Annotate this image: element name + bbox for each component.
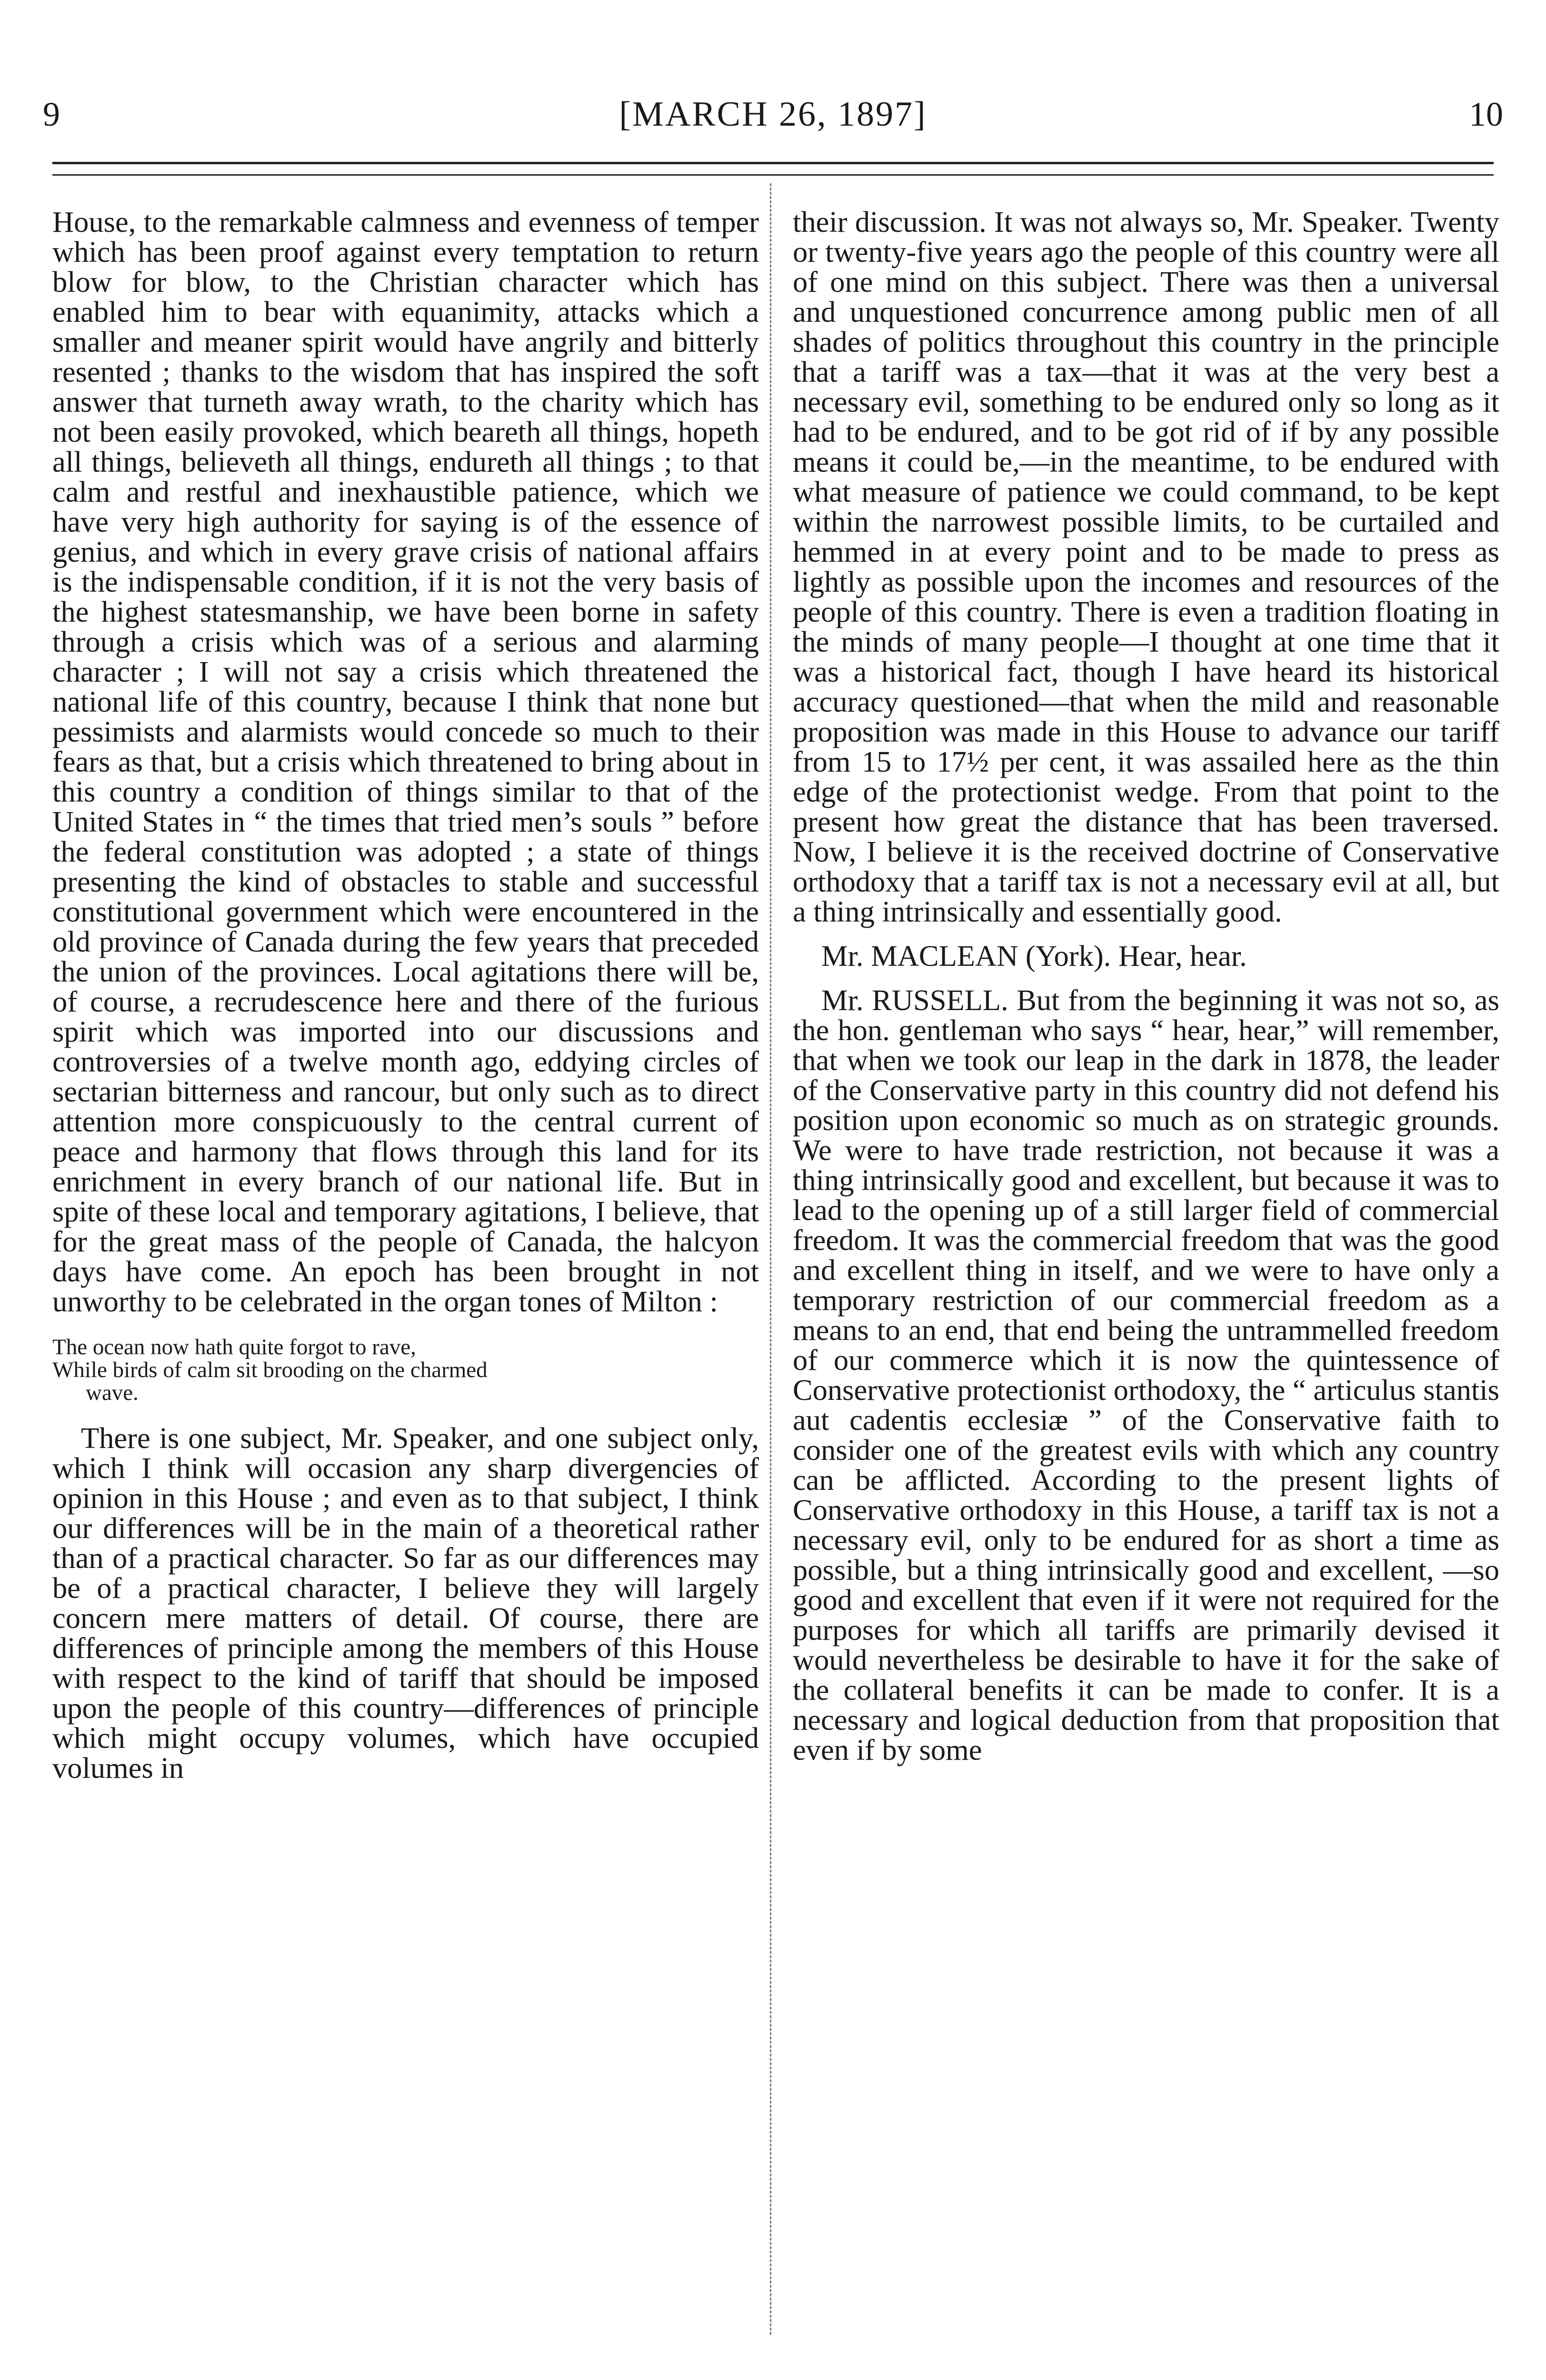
page-header (43, 88, 1503, 140)
page-number-right: 10 (1469, 95, 1503, 133)
paragraph: House, to the remarkable calmness and evenness of temper which has been proof against every temptation to return blow for blow, to the Christian character which has enabled him to bear with equanimity, attacks which a smaller and meaner spirit would have angrily and bitterly resented ; thanks to the wisdom that has inspired the soft answer that turneth away wrath, to the charity which has not been easily provoked, which beareth all things, hopeth all things, believeth all things, endureth all things ; to that calm and restful and inexhaustible patience, which we have very high authority for saying is of the essence of genius, and which in every grave crisis of national affairs is the indispensable condition, if it is not the very basis of the highest statesmanship, we have been borne in safety through a crisis which was of a serious and alarming character ; I will not say a crisis which threatened the national life of this country, because I think that none but pessimists and alarmists would concede so much to their fears as that, but a crisis which threatened to bring about in this country a condition of things similar to that of the United States in “ the times that tried men’s souls ” before the federal constitution was adopted ; a state of things presenting the kind of obstacles to stable and successful constitutional government which were encountered in the old province of Canada during the few years that preceded the union of the provinces. Local agitations there will be, of course, a recrudescence here and there of the furious spirit which was imported into our discussions and controversies of a twelve month ago, eddying circles of sectarian bitterness and rancour, but only such as to direct attention more conspicuously to the central current of peace and harmony that flows through this land for its enrichment in every branch of our national life. But in spite of these local and temporary agitations, I believe, that for the great mass of the people of Canada, the halcyon days have come. An epoch has been brought in not unworthy to be celebrated in the organ tones of Milton : (52, 205, 759, 1318)
header-date: [MARCH 26, 1897] (619, 95, 927, 134)
verse-quotation (52, 1336, 759, 1404)
right-column (793, 207, 1499, 1765)
header-rule (52, 162, 1494, 164)
paragraph: There is one subject, Mr. Speaker, and one subject only, which I think will occasion any sharp divergencies of opinion in this House ; and even as to that subject, I think our differences will be in the main of a theoretical rather than of a practical character. So far as our differences may be of a practical character, I believe they will largely concern mere matters of detail. Of course, there are differences of principle among the members of this House with respect to the kind of tariff that should be imposed upon the people of this country—differences of principle which might occupy volumes, which have occupied volumes in (52, 1421, 759, 1785)
verse-line: The ocean now hath quite forgot to rave, (52, 1335, 416, 1359)
paragraph: their discussion. It was not always so, Mr. Speaker. Twenty or twenty-five years ago the people of this country were all of one mind on this subject. There was then a universal and unquestioned concurrence among public men of all shades of politics throughout this country in the principle that a tariff was a tax—that it was at the very best a necessary evil, something to be endured only so long as it had to be endured, and to be got rid of if by any possible means it could be,—in the meantime, to be endured with what measure of patience we could command, to be kept within the narrowest possible limits, to be curtailed and hemmed in at every point and to be made to press as lightly as possible upon the incomes and resources of the people of this country. There is even a tradition floating in the minds of many people—I thought at one time that it was a historical fact, though I have heard its historical accuracy questioned—that when the mild and reasonable proposition was made in this House to advance our tariff from 15 to 17½ per cent, it was assailed here as the thin edge of the protectionist wedge. From that point to the present how great the distance that has been traversed. Now, I believe it is the received doctrine of Conservative orthodoxy that a tariff tax is not a necessary evil at all, but a thing intrinsically and essentially good. (793, 205, 1499, 928)
verse-line: wave. (86, 1380, 139, 1405)
page-number-left: 9 (43, 95, 60, 133)
left-column (52, 207, 759, 1783)
paragraph: Mr. RUSSELL. But from the beginning it was not so, as the hon. gentleman who says “ hear, hear,” will remember, that when we took our leap in the dark in 1878, the leader of the Conservative party in this country did not defend his position upon economic so much as on strategic grounds. We were to have trade restriction, not because it was a thing intrinsically good and excellent, but because it was to lead to the opening up of a still larger field of commercial freedom. It was the commercial freedom that was the good and excellent thing in itself, and we were to have only a temporary restriction of our commercial freedom as a means to an end, that end being the untrammelled freedom of our commerce which it is now the quintessence of Conservative protectionist orthodoxy, the “ articulus stantis aut cadentis ecclesiæ ” of the Conservative faith to consider one of the greatest evils with which any country can be afflicted. According to the present lights of Conservative orthodoxy in this House, a tariff tax is not a necessary evil, only to be endured for as short a time as possible, but a thing intrinsically good and excellent, —so good and excellent that even if it were not required for the purposes for which all tariffs are primarily devised it would nevertheless be desirable to have it for the sake of the collateral benefits it can be made to confer. It is a necessary and logical deduction from that proposition that even if by some (793, 983, 1499, 1766)
speaker-interjection: Mr. MACLEAN (York). Hear, hear. (821, 939, 1247, 972)
column-divider (770, 183, 771, 2335)
verse-line: While birds of calm sit brooding on the charmed (52, 1358, 488, 1382)
header-rule-secondary (52, 174, 1494, 176)
